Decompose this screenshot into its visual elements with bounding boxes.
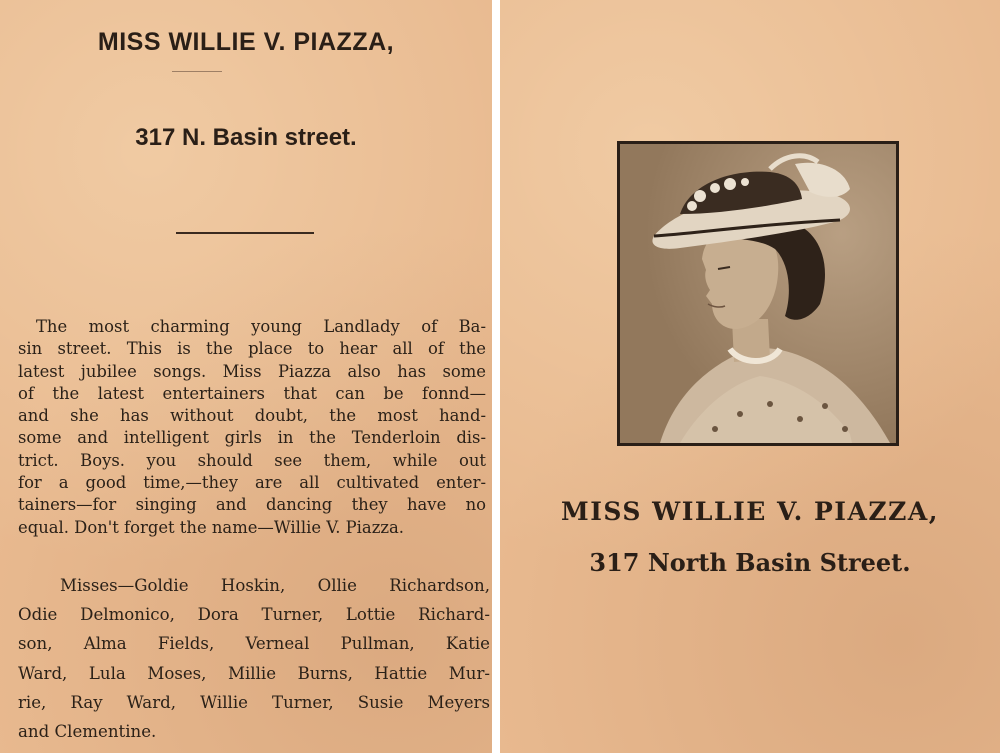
description-line: tainers—for singing and dancing they have no — [18, 495, 486, 515]
left-page-name-heading: MISS WILLIE V. PIAZZA, — [97, 28, 395, 56]
left-page-address: 317 N. Basin street. — [135, 124, 357, 151]
description-line: sin street. This is the place to hear all of the — [18, 339, 486, 359]
description-line: equal. Don't forget the name—Willie V. Piazza. — [18, 517, 404, 537]
right-page — [500, 0, 1000, 753]
portrait-photo — [617, 141, 899, 446]
description-line: some and intelligent girls in the Tenderloin dis- — [18, 428, 486, 448]
description-paragraph — [18, 316, 486, 539]
description-line: latest jubilee songs. Miss Piazza also has some — [18, 361, 486, 381]
short-divider — [172, 71, 222, 72]
girls-list-line: rie, Ray Ward, Willie Turner, Susie Meyers — [18, 692, 490, 712]
description-line: and she has without doubt, the most hand- — [18, 406, 486, 426]
right-page-name-heading: MISS WILLIE V. PIAZZA, — [561, 497, 939, 526]
description-line: The most charming young Landlady of Ba- — [36, 317, 486, 336]
left-page — [0, 0, 492, 753]
description-line: for a good time,—they are all cultivated enter- — [18, 473, 486, 493]
girls-list-line: Odie Delmonico, Dora Turner, Lottie Richard- — [18, 605, 490, 625]
right-page-address: 317 North Basin Street. — [589, 548, 911, 577]
girls-list-line: Misses—Goldie Hoskin, Ollie Richardson, — [60, 576, 490, 595]
girls-list-paragraph — [18, 571, 490, 746]
girls-list-line: and Clementine. — [18, 722, 157, 742]
description-line: trict. Boys. you should see them, while out — [18, 450, 486, 470]
girls-list-line: son, Alma Fields, Verneal Pullman, Katie — [18, 634, 490, 654]
description-line: of the latest entertainers that can be fonnd— — [18, 383, 486, 403]
portrait-woman-in-hat-image — [620, 144, 896, 443]
section-divider — [176, 232, 314, 234]
girls-list-line: Ward, Lula Moses, Millie Burns, Hattie Mur- — [18, 663, 490, 683]
